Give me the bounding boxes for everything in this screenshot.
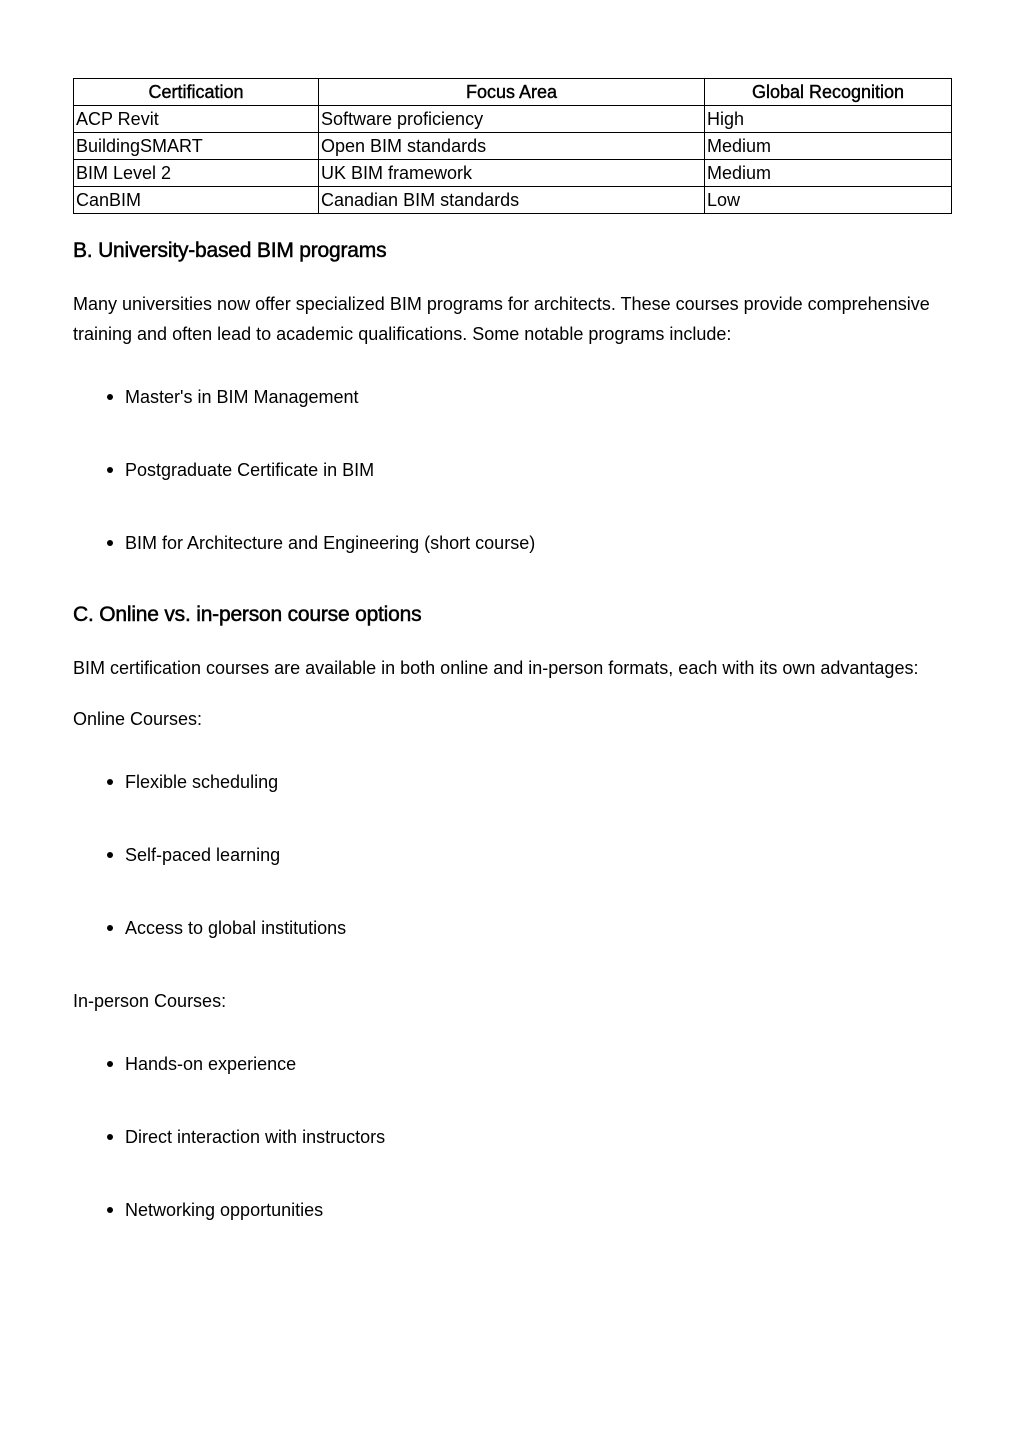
header-focus-area: Focus Area <box>319 79 705 106</box>
list-item <box>73 1199 951 1221</box>
list-item-text: Postgraduate Certificate in BIM <box>125 460 375 480</box>
table-cell: Open BIM standards <box>319 133 705 160</box>
table-cell: Medium <box>705 133 952 160</box>
header-certification: Certification <box>74 79 319 106</box>
table-cell: Low <box>705 187 952 214</box>
table-cell: Software proficiency <box>319 106 705 133</box>
list-item <box>73 459 951 481</box>
programs-list <box>73 386 951 554</box>
list-item-text: Access to global institutions <box>125 918 347 938</box>
section-c-paragraph: BIM certification courses are available in both online and in-person formats, each with its own advantages: <box>73 658 919 678</box>
table-row <box>74 160 952 187</box>
list-item-text: Hands-on experience <box>125 1054 297 1074</box>
bullet-icon <box>107 467 113 473</box>
bullet-icon <box>107 1061 113 1067</box>
section-c-heading: C. Online vs. in-person course options <box>73 603 422 626</box>
table-cell: BuildingSMART <box>74 133 319 160</box>
bullet-icon <box>107 779 113 785</box>
list-item <box>73 386 951 408</box>
table-header-row <box>74 79 952 106</box>
table-cell: High <box>705 106 952 133</box>
table-row <box>74 187 952 214</box>
list-item-text: BIM for Architecture and Engineering (short course) <box>125 533 536 553</box>
section-b-paragraph: Many universities now offer specialized BIM programs for architects. These courses provide comprehensive training and often lead to academic qualifications. Some notable programs include: <box>73 294 930 344</box>
list-item <box>73 1126 951 1148</box>
header-global-recognition: Global Recognition <box>705 79 952 106</box>
inperson-courses-list <box>73 1053 951 1221</box>
list-item-text: Direct interaction with instructors <box>125 1127 386 1147</box>
list-item-text: Networking opportunities <box>125 1200 324 1220</box>
bullet-icon <box>107 1134 113 1140</box>
list-item <box>73 1053 951 1075</box>
list-item-text: Self-paced learning <box>125 845 281 865</box>
table-cell: Canadian BIM standards <box>319 187 705 214</box>
document-page <box>73 78 951 1221</box>
table-cell: CanBIM <box>74 187 319 214</box>
online-courses-list <box>73 771 951 939</box>
list-item <box>73 771 951 793</box>
bullet-icon <box>107 1207 113 1213</box>
bullet-icon <box>107 852 113 858</box>
list-item <box>73 532 951 554</box>
table-row <box>74 106 952 133</box>
section-b-heading: B. University-based BIM programs <box>73 239 387 262</box>
table-cell: BIM Level 2 <box>74 160 319 187</box>
table-cell: Medium <box>705 160 952 187</box>
inperson-courses-label: In-person Courses: <box>73 991 227 1011</box>
certification-table <box>73 78 952 214</box>
table-cell: UK BIM framework <box>319 160 705 187</box>
list-item <box>73 917 951 939</box>
list-item <box>73 844 951 866</box>
bullet-icon <box>107 925 113 931</box>
bullet-icon <box>107 540 113 546</box>
table-row <box>74 133 952 160</box>
list-item-text: Flexible scheduling <box>125 772 279 792</box>
list-item-text: Master's in BIM Management <box>125 387 359 407</box>
online-courses-label: Online Courses: <box>73 709 203 729</box>
bullet-icon <box>107 394 113 400</box>
table-cell: ACP Revit <box>74 106 319 133</box>
